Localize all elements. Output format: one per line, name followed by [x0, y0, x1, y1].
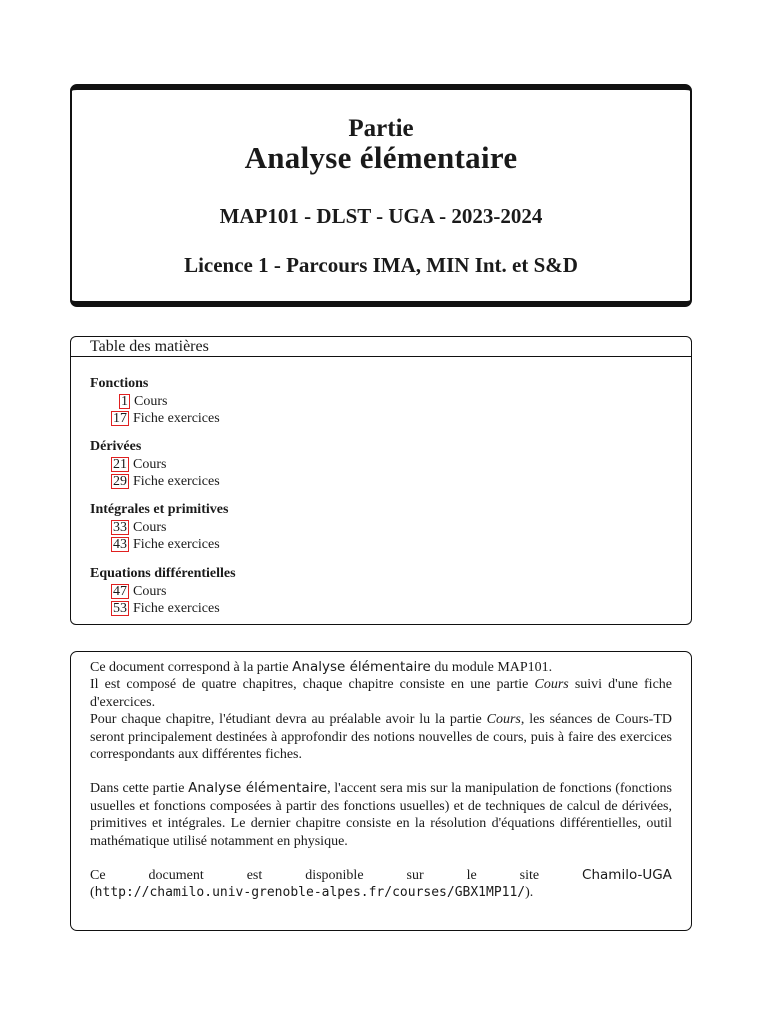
toc-section-title: Dérivées [90, 439, 142, 454]
toc-entry[interactable] [90, 410, 220, 428]
text-run: ). [525, 885, 534, 901]
description-paragraph [90, 659, 672, 763]
toc-section [90, 501, 228, 554]
toc-entry-label: Cours [133, 583, 167, 599]
toc-entry-label: Fiche exercices [133, 411, 220, 426]
toc-entry-label: Fiche exercices [133, 474, 220, 489]
page-title: Analyse élémentaire [244, 140, 518, 175]
text-run: disponible [305, 868, 364, 884]
toc-entry[interactable] [90, 519, 228, 537]
description-paragraph [90, 780, 672, 850]
part-name: Analyse élémentaire [188, 780, 328, 797]
text-run: Ce document correspond à la partie [90, 660, 293, 675]
toc-page-link[interactable]: 43 [113, 537, 127, 552]
course-url-link[interactable]: http://chamilo.univ-grenoble-alpes.fr/courses/GBX1MP11/ [94, 885, 526, 901]
licence-line: Licence 1 - Parcours IMA, MIN Int. et S&D [184, 253, 578, 277]
text-run: Ce [90, 868, 106, 884]
text-run: est [246, 868, 263, 884]
toc-entry[interactable] [90, 473, 220, 491]
part-label: Partie [348, 115, 414, 142]
text-run: site [519, 868, 540, 884]
toc-entry[interactable] [90, 456, 220, 474]
toc-entry[interactable] [90, 536, 228, 554]
availability-line [90, 867, 672, 884]
toc-page-link[interactable]: 33 [113, 519, 127, 535]
toc-header: Table des matières [71, 337, 691, 357]
text-run: le [466, 868, 477, 884]
text-run: ( [90, 885, 95, 901]
toc-page-link[interactable]: 29 [113, 474, 127, 489]
part-name: Analyse élémentaire [292, 659, 431, 675]
toc-entry-label: Fiche exercices [133, 537, 220, 552]
url-line [90, 884, 672, 901]
text-run: suivi d'une fiche d'exercices. [90, 677, 672, 710]
toc-page-link[interactable]: 17 [113, 411, 127, 426]
text-run: document [148, 868, 204, 884]
toc-section [90, 375, 220, 428]
description-box [70, 651, 692, 931]
toc-page-link[interactable]: 1 [121, 393, 128, 409]
toc-entry[interactable] [90, 583, 236, 601]
toc-entry-label: Cours [133, 456, 167, 472]
toc-entry[interactable] [90, 393, 220, 411]
toc-section-title: Fonctions [90, 376, 149, 391]
toc-entry-label: Cours [133, 519, 167, 535]
emphasis: Cours [534, 677, 569, 693]
toc-page-link[interactable]: 47 [113, 583, 127, 599]
course-code: MAP101 - DLST - UGA - 2023-2024 [219, 204, 543, 228]
site-name: Chamilo-UGA [582, 867, 672, 884]
toc-section-title: Equations différentielles [90, 566, 236, 581]
text-run: du module MAP101. [430, 660, 553, 675]
toc-entry-label: Fiche exercices [133, 601, 220, 616]
text-run: Dans cette partie [90, 781, 189, 797]
toc-section [90, 565, 236, 618]
title-box [70, 84, 692, 307]
toc-entry[interactable] [90, 600, 236, 618]
toc-page-link[interactable]: 21 [113, 456, 127, 472]
text-run: Il est composé de quatre chapitres, chaque chapitre consiste en une partie [90, 677, 535, 693]
text-run: Pour chaque chapitre, l'étudiant devra au préalable avoir lu la partie [90, 712, 487, 728]
toc-section [90, 438, 220, 491]
table-of-contents [70, 336, 692, 625]
toc-section-title: Intégrales et primitives [90, 502, 229, 517]
toc-page-link[interactable]: 53 [113, 601, 127, 616]
toc-entry-label: Cours [134, 393, 168, 409]
text-run: sur [406, 868, 424, 884]
emphasis: Cours [486, 712, 521, 728]
text-run: , les séances de Cours-TD seront principalement destinées à approfondir des notions nouvelles de cours, puis à faire des exercices correspondants aux différentes fiches. [90, 712, 672, 763]
text-run: , l'accent sera mis sur la manipulation de fonctions (fonctions usuelles et fonctions composées à partir des fonctions usuelles) et de techniques de calcul de dérivées, primitives et intégrales. Le dernier chapitre consiste en la résolution d'équations différentielles, outil mathématique utilisé notamment en physique. [90, 781, 672, 849]
